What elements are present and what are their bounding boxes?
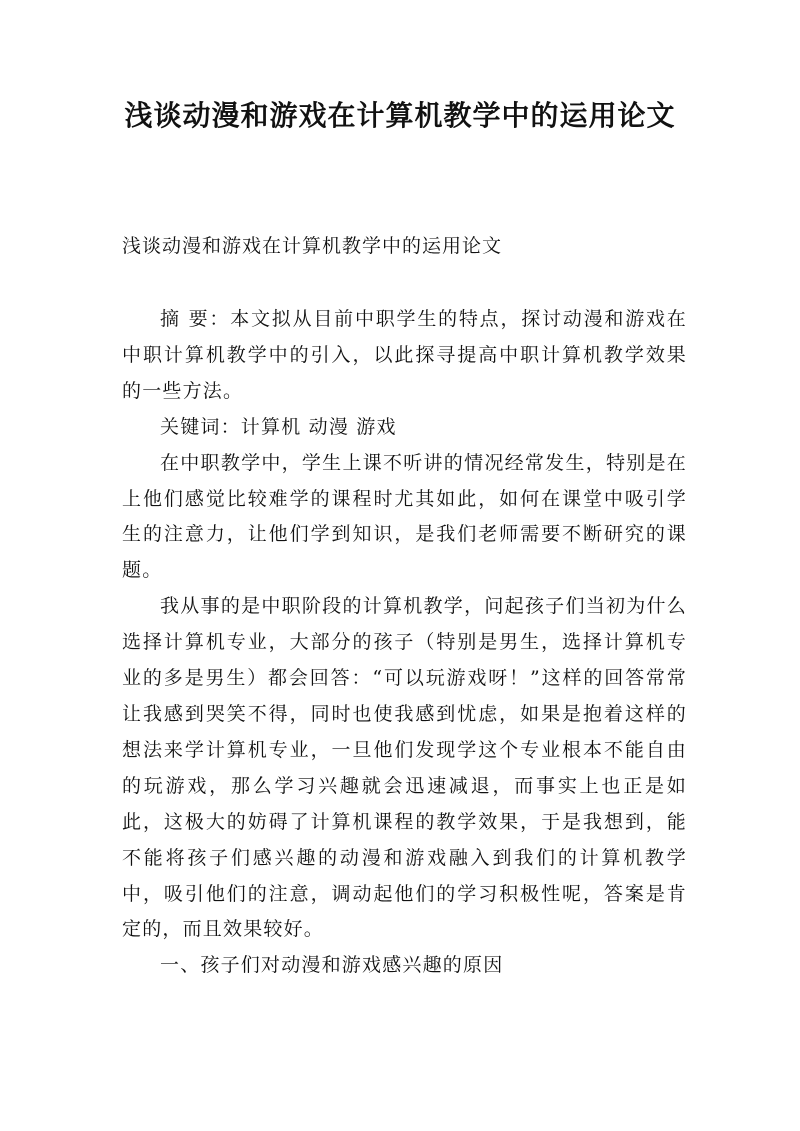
section-heading: 一、孩子们对动漫和游戏感兴趣的原因 bbox=[160, 954, 504, 977]
document-subtitle: 浅谈动漫和游戏在计算机教学中的运用论文 bbox=[122, 235, 503, 257]
body-paragraph-1: 在中职教学中，学生上课不听讲的情况经常发生，特别是在上他们感觉比较难学的课程时尤其如此，如何在课堂中吸引学生的注意力，让他们学到知识，是我们老师需要不断研究的课题。 bbox=[122, 451, 687, 582]
keywords-line: 关键词：计算机 动漫 游戏 bbox=[160, 415, 397, 438]
document-body bbox=[122, 302, 687, 984]
abstract-label: 摘 要： bbox=[160, 308, 231, 330]
abstract-text: 本文拟从目前中职学生的特点，探讨动漫和游戏在中职计算机教学中的引入，以此探寻提高中职计算机教学效果的一些方法。 bbox=[122, 308, 687, 402]
document-title: 浅谈动漫和游戏在计算机教学中的运用论文 bbox=[124, 99, 676, 132]
abstract-paragraph bbox=[122, 302, 687, 410]
body-paragraph-2: 我从事的是中职阶段的计算机教学，问起孩子们当初为什么选择计算机专业，大部分的孩子（特别是男生，选择计算机专业的多是男生）都会回答：“可以玩游戏呀！”这样的回答常常让我感到哭笑不得，同时也使我感到忧虑，如果是抱着这样的想法来学计算机专业，一旦他们发现学这个专业根本不能自由的玩游戏，那么学习兴趣就会迅速减退，而事实上也正是如此，这极大的妨碍了计算机课程的教学效果，于是我想到，能不能将孩子们感兴趣的动漫和游戏融入到我们的计算机教学中，吸引他们的注意，调动起他们的学习积极性呢，答案是肯定的，而且效果较好。 bbox=[122, 595, 687, 941]
